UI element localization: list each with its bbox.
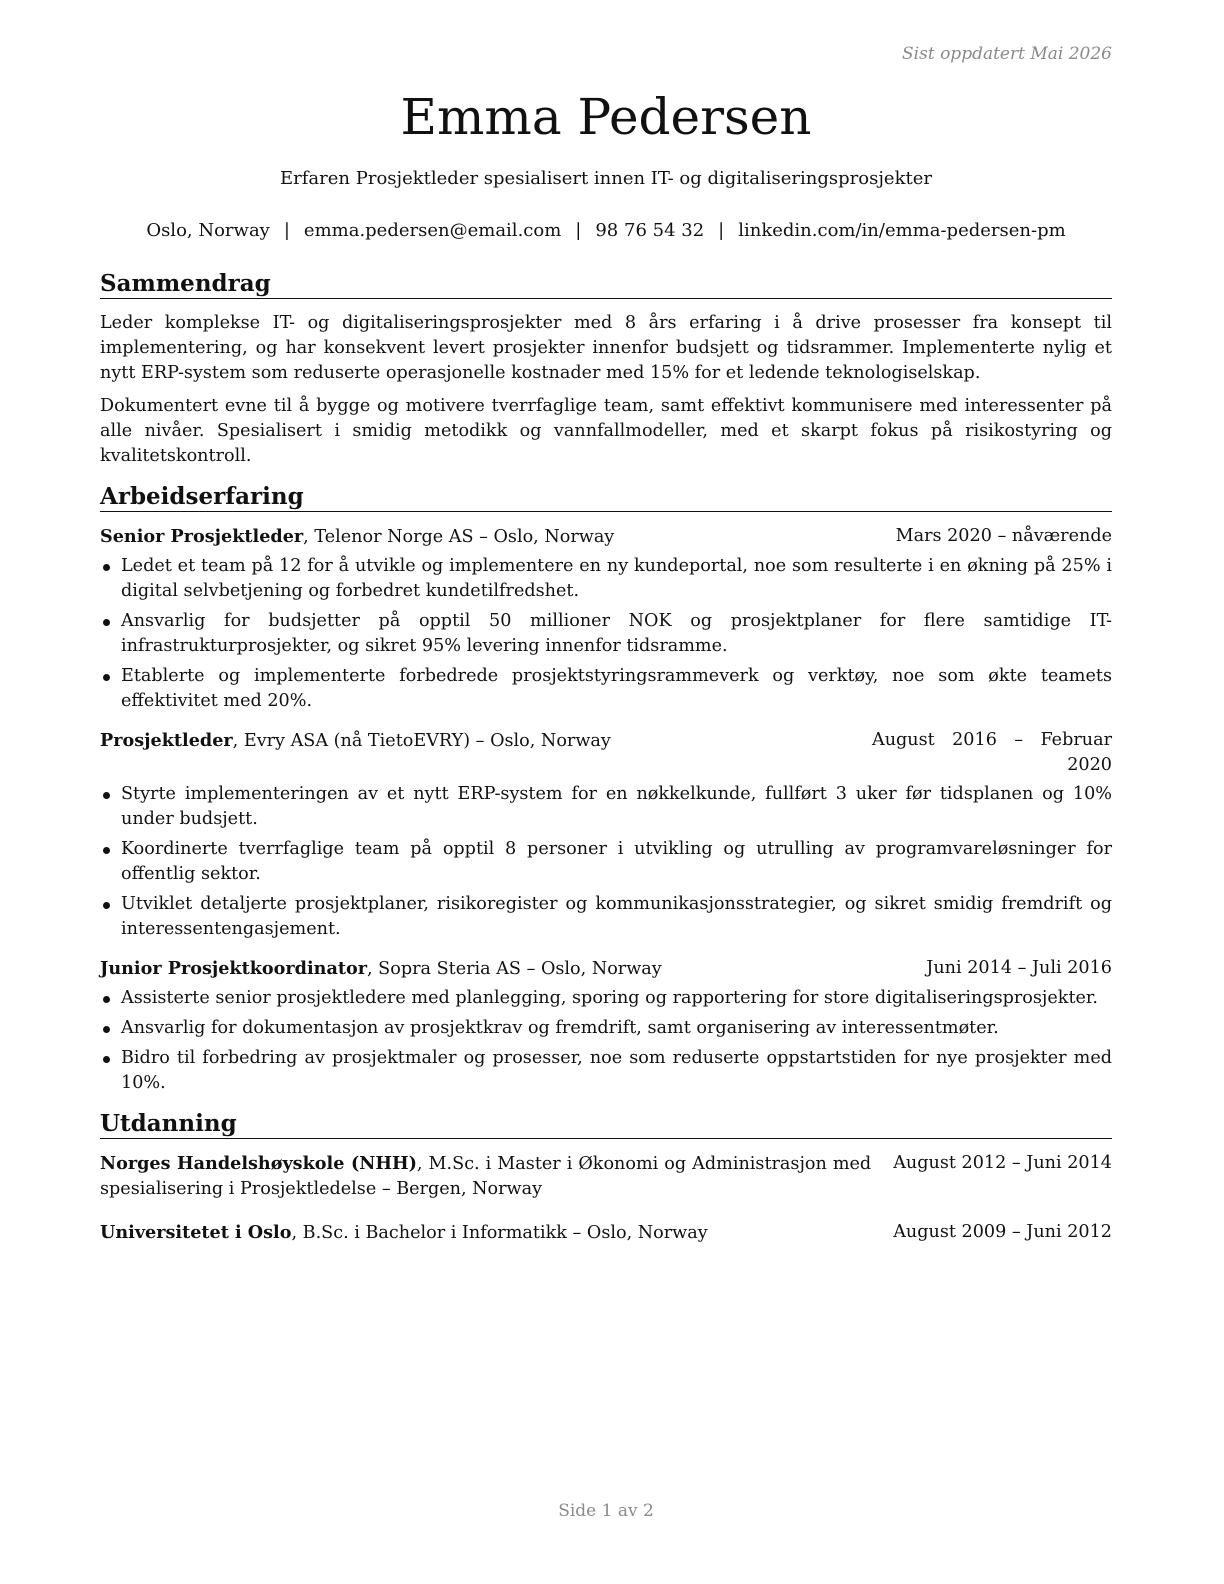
bullet-icon — [103, 902, 110, 909]
list-item — [100, 837, 1112, 887]
job-entry — [100, 728, 1112, 942]
job-role: Prosjektleder — [100, 730, 233, 751]
summary-paragraph: Dokumentert evne til å bygge og motivere tverrfaglige team, samt effektivt kommunisere med interessenter på alle nivåer. Spesialisert i smidig metodikk og vannfallmodeller, med et skarpt fokus på risikostyring og kvalitetskontroll. — [100, 396, 1112, 466]
bullet-text: Ledet et team på 12 for å utvikle og implementere en ny kundeportal, noe som resulterte i en økning på 25% i digital selvbetjening og forbedret kundetilfredshet. — [121, 556, 1112, 601]
job-header — [100, 956, 1112, 982]
job-role: Junior Prosjektkoordinator — [100, 958, 367, 979]
job-company: , Sopra Steria AS – Oslo, Norway — [366, 959, 662, 979]
bullet-text: Styrte implementeringen av et nytt ERP-system for en nøkkelkunde, fullført 3 uker før tidsplanen og 10% under budsjett. — [121, 784, 1112, 829]
job-bullets — [100, 782, 1112, 942]
job-header — [100, 524, 1112, 550]
bullet-icon — [103, 619, 110, 626]
education-entry — [100, 1151, 1112, 1202]
bullet-icon — [103, 996, 110, 1003]
contact-phone: 98 76 54 32 — [595, 220, 705, 241]
contact-location: Oslo, Norway — [146, 220, 270, 241]
bullet-text: Utviklet detaljerte prosjektplaner, risikoregister og kommunikasjonsstrategier, og sikret smidig fremdrift og interessentengasjement. — [121, 894, 1112, 939]
contact-separator: | — [575, 220, 582, 241]
contact-email[interactable]: emma.pedersen@email.com — [303, 220, 562, 241]
contact-separator: | — [718, 220, 725, 241]
job-entry — [100, 524, 1112, 714]
contact-line — [100, 218, 1112, 244]
resume-page — [100, 0, 1112, 1584]
experience-section — [100, 483, 1112, 1096]
page-number: Side 1 av 2 — [558, 1501, 654, 1521]
education-school: Universitetet i Oslo — [100, 1222, 292, 1243]
job-header — [100, 728, 1112, 778]
job-dates: August 2016 – Februar 2020 — [872, 730, 1112, 775]
bullet-icon — [103, 847, 110, 854]
list-item — [100, 664, 1112, 714]
list-item — [100, 554, 1112, 604]
list-item — [100, 1046, 1112, 1096]
resume-content — [100, 270, 1112, 1264]
job-bullets — [100, 986, 1112, 1096]
section-title-summary: Sammendrag — [100, 270, 1112, 299]
education-dates: August 2012 – Juni 2014 — [893, 1153, 1112, 1173]
education-school: Norges Handelshøyskole (NHH) — [100, 1153, 417, 1174]
list-item — [100, 1016, 1112, 1041]
contact-separator: | — [283, 220, 290, 241]
job-bullets — [100, 554, 1112, 714]
bullet-text: Bidro til forbedring av prosjektmaler og prosesser, noe som reduserte oppstartstiden for nye prosjekter med 10%. — [121, 1048, 1112, 1093]
bullet-icon — [103, 792, 110, 799]
candidate-name: Emma Pedersen — [400, 88, 812, 146]
list-item — [100, 782, 1112, 832]
candidate-tagline: Erfaren Prosjektleder spesialisert innen IT- og digitaliseringsprosjekter — [280, 168, 932, 189]
education-dates: August 2009 – Juni 2012 — [893, 1222, 1112, 1242]
section-title-experience: Arbeidserfaring — [100, 483, 1112, 512]
section-title-education: Utdanning — [100, 1110, 1112, 1139]
list-item — [100, 892, 1112, 942]
job-entry — [100, 956, 1112, 1096]
education-detail: , B.Sc. i Bachelor i Informatikk – Oslo, Norway — [291, 1223, 708, 1243]
bullet-text: Etablerte og implementerte forbedrede prosjektstyringsrammeverk og verktøy, noe som økte teamets effektivitet med 20%. — [121, 666, 1112, 711]
job-dates: Juni 2014 – Juli 2016 — [926, 958, 1112, 978]
list-item — [100, 609, 1112, 659]
summary-paragraph: Leder komplekse IT- og digitaliseringsprosjekter med 8 års erfaring i å drive prosesser fra konsept til implementering, og har konsekvent levert prosjekter innenfor budsjett og tidsrammer. Implementerte nylig et nytt ERP-system som reduserte operasjonelle kostnader med 15% for et ledende teknologiselskap. — [100, 313, 1112, 383]
bullet-icon — [103, 564, 110, 571]
bullet-text: Koordinerte tverrfaglige team på opptil 8 personer i utvikling og utrulling av programvareløsninger for offentlig sektor. — [121, 839, 1112, 884]
job-company: , Telenor Norge AS – Oslo, Norway — [303, 527, 615, 547]
last-updated-note: Sist oppdatert Mai 2026 — [902, 44, 1112, 64]
bullet-icon — [103, 1056, 110, 1063]
contact-linkedin[interactable]: linkedin.com/in/emma-pedersen-pm — [738, 220, 1066, 241]
job-role: Senior Prosjektleder — [100, 526, 304, 547]
bullet-icon — [103, 674, 110, 681]
bullet-text: Assisterte senior prosjektledere med planlegging, sporing og rapportering for store digitaliseringsprosjekter. — [121, 988, 1098, 1008]
job-company: , Evry ASA (nå TietoEVRY) – Oslo, Norway — [232, 731, 611, 751]
education-entry — [100, 1220, 1112, 1246]
summary-section — [100, 270, 1112, 469]
bullet-text: Ansvarlig for budsjetter på opptil 50 millioner NOK og prosjektplaner for flere samtidige IT-infrastrukturprosjekter, og sikret 95% levering innenfor tidsramme. — [121, 611, 1112, 656]
list-item — [100, 986, 1112, 1011]
bullet-text: Ansvarlig for dokumentasjon av prosjektkrav og fremdrift, samt organisering av interessentmøter. — [121, 1018, 999, 1038]
job-dates: Mars 2020 – nåværende — [895, 526, 1112, 546]
bullet-icon — [103, 1026, 110, 1033]
education-detail: , M.Sc. i Master i Økonomi og Administrasjon med spesialisering i Prosjektledelse – Bergen, Norway — [100, 1154, 872, 1199]
education-section — [100, 1110, 1112, 1246]
